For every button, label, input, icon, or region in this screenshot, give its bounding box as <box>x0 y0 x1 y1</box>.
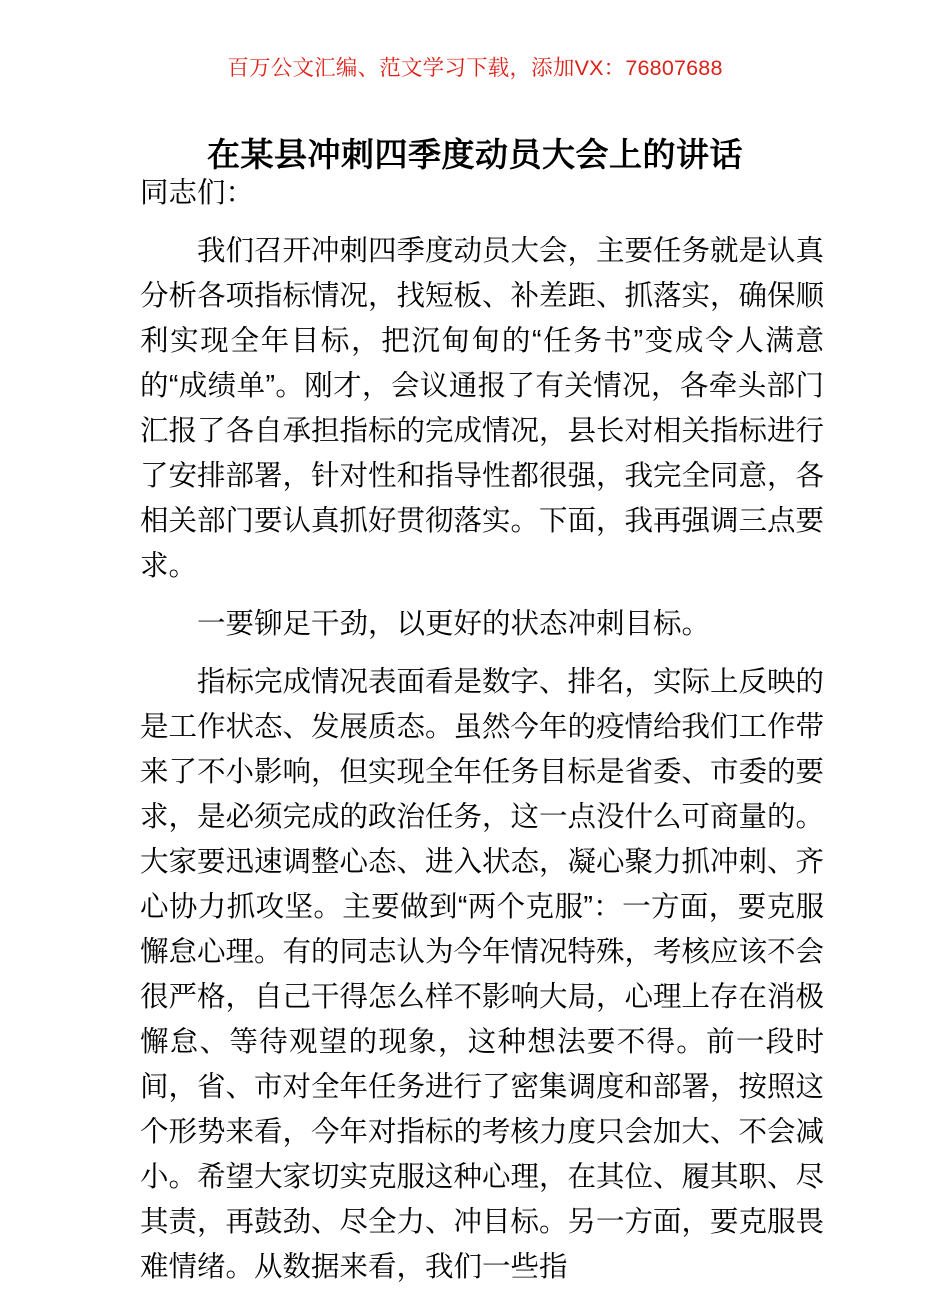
paragraph-spacer <box>140 589 824 602</box>
document-body <box>140 171 824 1290</box>
body-paragraph-1: 我们召开冲刺四季度动员大会，主要任务就是认真分析各项指标情况，找短板、补差距、抓落实，确保顺利实现全年目标，把沉甸甸的“任务书”变成令人满意的“成绩单”。刚才，会议通报了有关情况，各牵头部门汇报了各自承担指标的完成情况，县长对相关指标进行了安排部署，针对性和指导性都很强，我完全同意，各相关部门要认真抓好贯彻落实。下面，我再强调三点要求。 <box>140 235 825 582</box>
salutation-line: 同志们： <box>140 177 255 209</box>
body-paragraph-3: 指标完成情况表面看是数字、排名，实际上反映的是工作状态、发展质态。虽然今年的疫情给我们工作带来了不小影响，但实现全年任务目标是省委、市委的要求，是必须完成的政治任务，这一点没什么可商量的。大家要迅速调整心态、进入状态，凝心聚力抓冲刺、齐心协力抓攻坚。主要做到“两个克服”：一方面，要克服懈怠心理。有的同志认为今年情况特殊，考核应该不会很严格，自己干得怎么样不影响大局，心理上存在消极懈怠、等待观望的现象，这种想法要不得。前一段时间，省、市对全年任务进行了密集调度和部署，按照这个形势来看，今年对指标的考核力度只会加大、不会减小。希望大家切实克服这种心理，在其位、履其职、尽其责，再鼓劲、尽全力、冲目标。另一方面，要克服畏难情绪。从数据来看，我们一些指 <box>140 666 825 1283</box>
paragraph-spacer <box>140 647 824 660</box>
promo-header-text: 百万公文汇编、范文学习下载，添加VX：76807688 <box>227 56 723 80</box>
page-title: 在某县冲刺四季度动员大会上的讲话 <box>207 136 743 174</box>
paragraph-spacer <box>140 216 824 229</box>
body-paragraph-2: 一要铆足干劲，以更好的状态冲刺目标。 <box>197 608 711 640</box>
